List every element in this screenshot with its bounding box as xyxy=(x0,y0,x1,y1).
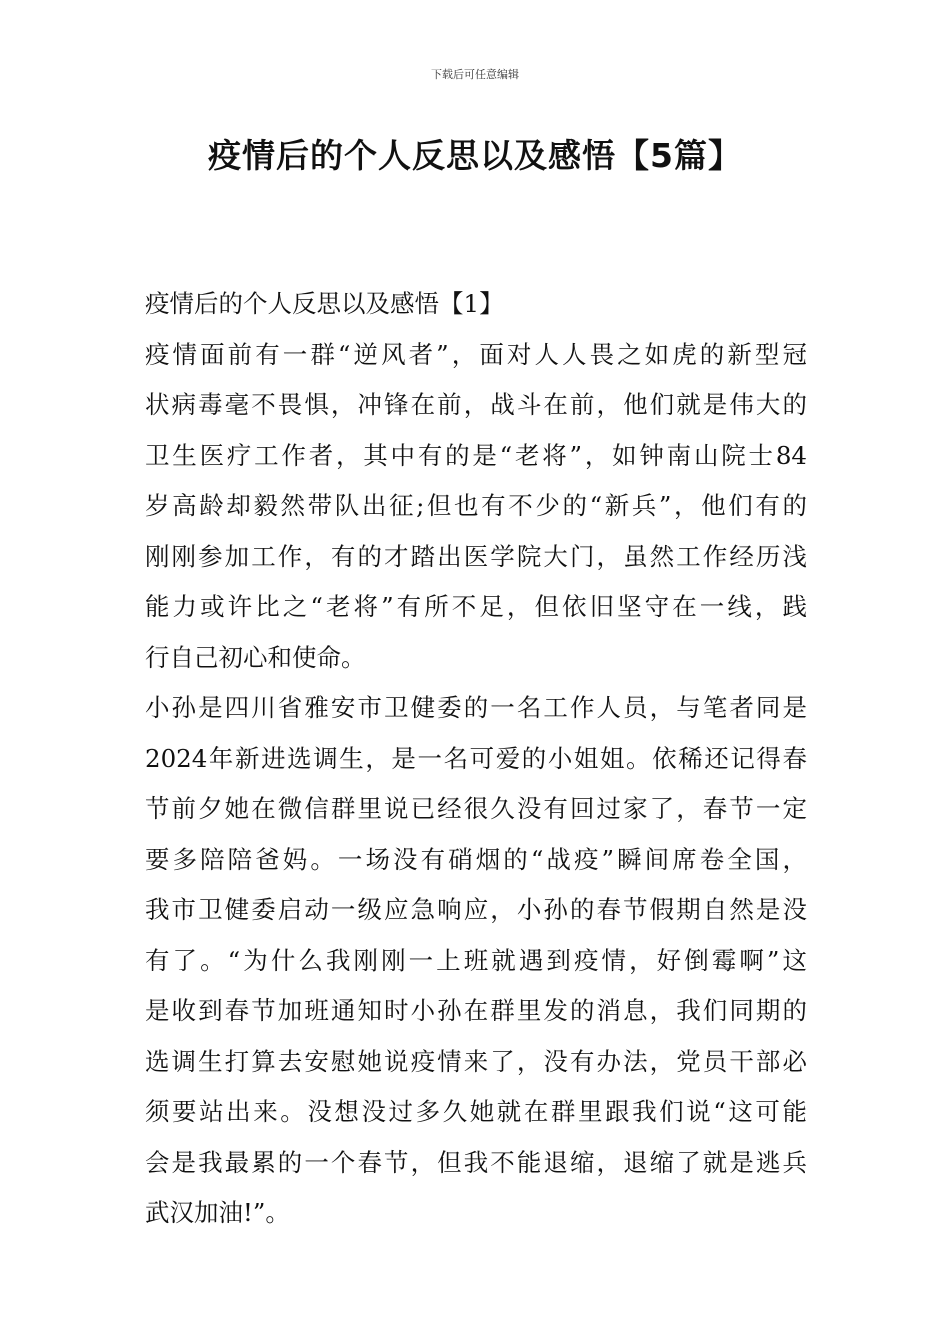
paragraph-line: 岁高龄却毅然带队出征;但也有不少的“新兵”，他们有的 xyxy=(145,491,807,520)
paragraph-line: 选调生打算去安慰她说疫情来了，没有办法，党员干部必 xyxy=(145,1046,807,1076)
section-heading: 疫情后的个人反思以及感悟【1】 xyxy=(145,289,504,318)
paragraph-line: 会是我最累的一个春节，但我不能退缩，退缩了就是逃兵 xyxy=(145,1147,807,1177)
paragraph-line: 卫生医疗工作者，其中有的是“老将”，如钟南山院士84 xyxy=(145,440,807,470)
document-body xyxy=(145,279,807,1239)
paragraph-line: 疫情面前有一群“逆风者”，面对人人畏之如虎的新型冠 xyxy=(145,339,807,369)
paragraph-line: 状病毒毫不畏惧，冲锋在前，战斗在前，他们就是伟大的 xyxy=(145,390,807,419)
paragraph-line: 须要站出来。没想没过多久她就在群里跟我们说“这可能 xyxy=(145,1097,807,1126)
paragraph-line: 我市卫健委启动一级应急响应，小孙的春节假期自然是没 xyxy=(145,895,807,924)
paragraph-line: 武汉加油!”。 xyxy=(145,1198,290,1227)
paragraph-line: 有了。“为什么我刚刚一上班就遇到疫情，好倒霉啊”这 xyxy=(145,945,807,975)
paragraph-line: 刚刚参加工作，有的才踏出医学院大门，虽然工作经历浅 xyxy=(145,541,807,571)
paragraph-line: 能力或许比之“老将”有所不足，但依旧坚守在一线，践 xyxy=(145,592,807,621)
paragraph-2 xyxy=(145,683,807,1239)
paragraph-line: 节前夕她在微信群里说已经很久没有回过家了，春节一定 xyxy=(145,794,807,823)
paragraph-line: 是收到春节加班通知时小孙在群里发的消息，我们同期的 xyxy=(145,996,807,1025)
paragraph-line: 行自己初心和使命。 xyxy=(145,642,366,672)
paragraph-line: 要多陪陪爸妈。一场没有硝烟的“战疫”瞬间席卷全国， xyxy=(145,844,807,874)
document-title: 疫情后的个人反思以及感悟【5篇】 xyxy=(208,136,742,175)
paragraph-line: 小孙是四川省雅安市卫健委的一名工作人员，与笔者同是 xyxy=(145,693,807,722)
paragraph-1 xyxy=(145,330,807,684)
paragraph-line: 2024年新进选调生，是一名可爱的小姐姐。依稀还记得春 xyxy=(145,743,807,773)
header-note: 下载后可任意编辑 xyxy=(431,68,519,81)
